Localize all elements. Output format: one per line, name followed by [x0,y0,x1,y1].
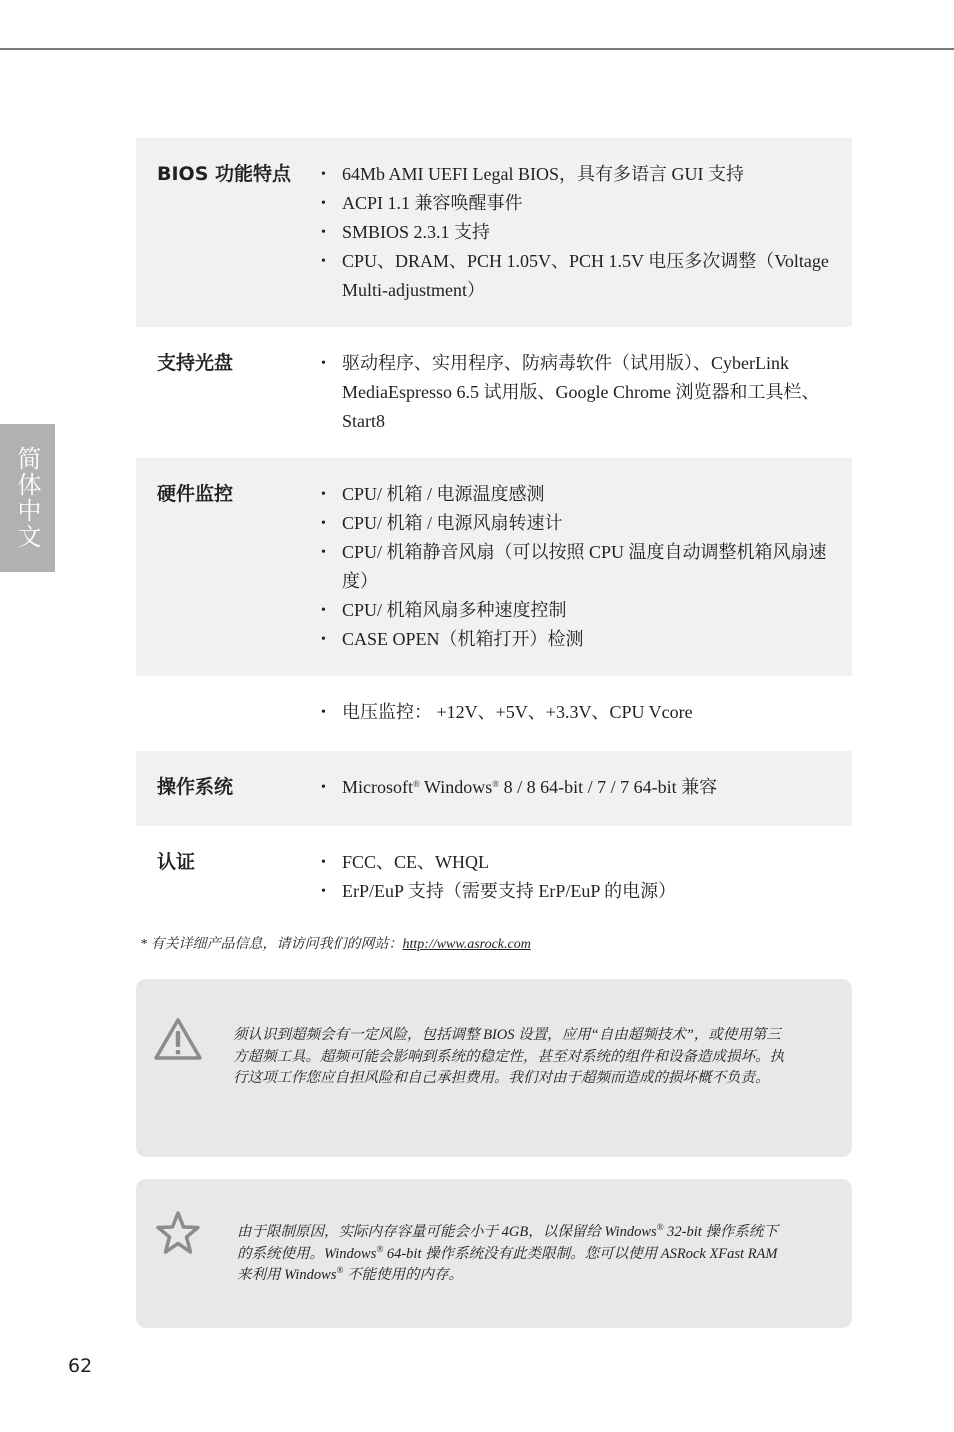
registered-mark: ® [376,1243,384,1254]
star-icon [154,1210,202,1256]
top-rule [0,48,954,50]
note-text-part: 不能使用的内存。 [343,1267,463,1283]
spec-label-os: 操作系统 [157,776,234,798]
spec-list-certifications [321,848,835,926]
info-note-box [136,1179,852,1328]
list-item: • 64Mb AMI UEFI Legal BIOS，具有多语言 GUI 支持 [321,160,835,189]
spec-label-bios: BIOS 功能特点 [157,163,292,185]
spec-list-hardware-monitor [321,480,835,676]
spec-list-support-disc [321,349,835,458]
spec-list-voltage-monitor [321,698,835,751]
list-item: • CPU、DRAM、PCH 1.05V、PCH 1.5V 电压多次调整（Voltage Multi-adjustment） [321,247,835,305]
spec-row-support-disc [136,327,852,458]
registered-mark: ® [413,779,420,789]
list-item: • CPU/ 机箱风扇多种速度控制 [321,596,835,625]
note-text-part: 由于限制原因，实际内存容量可能会小于 4GB，以保留给 Windows [237,1224,657,1240]
list-item: • ACPI 1.1 兼容唤醒事件 [321,189,835,218]
list-item: • CPU/ 机箱 / 电源风扇转速计 [321,509,835,538]
list-item: • CASE OPEN（机箱打开）检测 [321,625,835,654]
spec-row-voltage-monitor [136,676,852,751]
spec-list-os [321,773,835,826]
spec-row-bios [136,138,852,327]
page-number: 62 [68,1355,93,1377]
spec-row-certifications [136,826,852,926]
list-item: • FCC、CE、WHQL [321,848,835,877]
os-text-windows: Windows [419,777,493,797]
registered-mark: ® [492,779,500,789]
os-text-microsoft: Microsoft [342,777,413,797]
list-item: • CPU/ 机箱 / 电源温度感测 [321,480,835,509]
spec-label-support-disc: 支持光盘 [157,352,234,374]
list-item: • ErP/EuP 支持（需要支持 ErP/EuP 的电源） [321,877,835,906]
footnote-text: * 有关详细产品信息，请访问我们的网站： [140,937,403,952]
spec-row-hardware-monitor [136,458,852,676]
note-text-part: 64-bit 操作系统没有此类限制。您可以使用 ASRock XFast RAM 来利用 Windows [237,1245,778,1283]
registered-mark: ® [336,1265,344,1275]
caution-note-text: 须认识到超频会有一定风险，包括调整 BIOS 设置，应用“自由超频技术”，或使用第三方超频工具。超频可能会影响到系统的稳定性，甚至对系统的组件和设备造成损坏。执行这项工作您应自担风险和自己承担费用。我们对由于超频而造成的损坏概不负责。 [233,1027,784,1086]
footnote [140,933,531,953]
language-side-tab [0,424,55,572]
os-text-versions: 8 / 8 64-bit / 7 / 7 64-bit 兼容 [499,777,718,797]
list-item: • SMBIOS 2.3.1 支持 [321,218,835,247]
caution-triangle-icon [153,1017,203,1061]
caution-note-box [136,979,852,1157]
spec-row-os [136,751,852,826]
note-text-part: 32-bit 操作系统下的系统使用。Windows [237,1224,778,1262]
spec-table [136,138,852,926]
info-note-text [237,1222,787,1287]
list-item: • CPU/ 机箱静音风扇（可以按照 CPU 温度自动调整机箱风扇速度） [321,538,835,596]
language-side-tab-label: 简体中文 [13,446,41,550]
spec-label-hardware-monitor: 硬件监控 [157,483,234,505]
list-item [321,773,835,802]
registered-mark: ® [656,1222,664,1232]
spec-label-voltage-monitor [157,698,321,751]
spec-list-bios [321,160,835,327]
list-item: • 驱动程序、实用程序、防病毒软件（试用版）、CyberLink MediaEspresso 6.5 试用版、Google Chrome 浏览器和工具栏、Start8 [321,349,835,436]
list-item: • 电压监控： +12V、+5V、+3.3V、CPU Vcore [321,698,835,727]
website-link[interactable]: http://www.asrock.com [402,937,531,952]
spec-label-certifications: 认证 [157,851,196,873]
